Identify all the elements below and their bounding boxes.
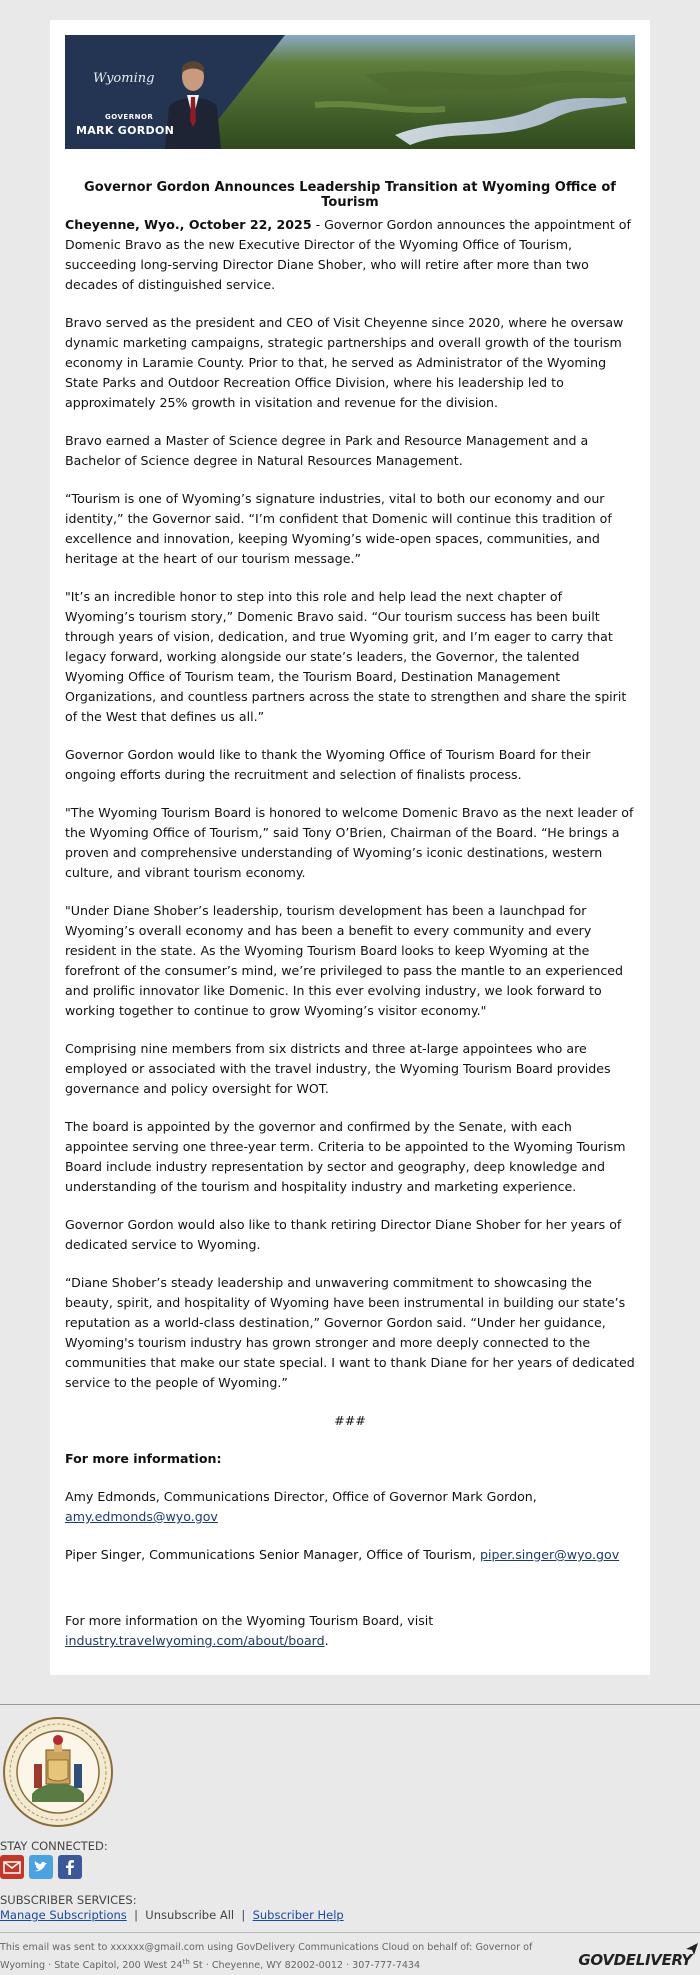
paragraph: “Diane Shober’s steady leadership and unwavering commitment to showcasing the beauty, spirit, and hospitality of Wyoming have been instrumental in building our state’s reputation as a world-class destination,” Governor Gordon said. “Under her guidance, Wyoming's tourism industry has grown stronger and more deeply connected to the communities that make our state special. I want to thank Diane for her years of dedicated service to the people of Wyoming.” (65, 1275, 635, 1390)
govdelivery-logo: GOVDELIVERY (578, 1951, 692, 1969)
end-mark: ### (334, 1413, 366, 1428)
press-release-headline: Governor Gordon Announces Leadership Transition at Wyoming Office of Tourism (84, 180, 616, 210)
board-link[interactable]: industry.travelwyoming.com/about/board (65, 1633, 325, 1648)
unsubscribe-all-text[interactable]: Unsubscribe All (145, 1908, 235, 1922)
subscriber-links: Manage Subscriptions | Unsubscribe All | Subscriber Help (0, 1908, 344, 1922)
email-share-icon[interactable] (0, 1855, 24, 1879)
governor-name: MARK GORDON (76, 124, 175, 137)
footer-notice: This email was sent to xxxxxx@gmail.com using GovDelivery Communications Cloud on behalf of: Governor of Wyoming · State Capitol, 200 West 24th St · Cheyenne, WY 82002-0012 · 307-777-7434 (0, 1942, 533, 1972)
paragraph: "Under Diane Shober’s leadership, tourism development has been a launchpad for Wyoming’s overall economy and has been a benefit to every community and every resident in the state. As the Wyoming Tourism Board looks to keep Wyoming at the forefront of the consumer’s mind, we’re privileged to pass the mantle to an experienced and prolific innovator like Domenic. In this ever evolving industry, we look forward to working together to continue to grow Wyoming’s visitor economy." (65, 903, 623, 1018)
manage-subscriptions-link[interactable]: Manage Subscriptions (0, 1908, 127, 1922)
paragraph: Comprising nine members from six districts and three at-large appointees who are employed or associated with the travel industry, the Wyoming Tourism Board provides governance and policy oversight for WOT. (65, 1041, 611, 1096)
social-links (0, 1855, 82, 1879)
paragraph: Bravo earned a Master of Science degree in Park and Resource Management and a Bachelor of Science degree in Natural Resources Management. (65, 433, 589, 468)
paragraph: Governor Gordon would also like to thank retiring Director Diane Shober for her years of dedicated service to Wyoming. (65, 1217, 622, 1252)
governor-label: GOVERNOR (105, 113, 154, 121)
paragraph: "The Wyoming Tourism Board is honored to welcome Domenic Bravo as the next leader of the Wyoming Office of Tourism,” said Tony O’Brien, Chairman of the Board. “He brings a proven and comprehensive understanding of Wyoming’s iconic destinations, western culture, and vibrant tourism economy. (65, 805, 634, 880)
board-info: For more information on the Wyoming Tourism Board, visit industry.travelwyoming.com/about/board. (65, 1613, 434, 1648)
facebook-icon[interactable] (58, 1855, 82, 1879)
wyoming-wordmark: Wyoming (93, 71, 155, 86)
footer-divider (0, 1704, 700, 1705)
stay-connected-label: STAY CONNECTED: (0, 1839, 108, 1853)
email-link-amy[interactable]: amy.edmonds@wyo.gov (65, 1509, 218, 1524)
wyoming-state-seal (2, 1716, 114, 1828)
paragraph: “Tourism is one of Wyoming’s signature industries, vital to both our economy and our identity,” the Governor said. “I’m confident that Domenic will continue this tradition of excellence and innovation, keeping Wyoming’s wide-open spaces, communities, and heritage at the heart of our tourism message.” (65, 491, 612, 566)
twitter-icon[interactable] (29, 1855, 53, 1879)
press-release-body (65, 215, 635, 1669)
dateline: Cheyenne, Wyo., October 22, 2025 (65, 217, 312, 232)
paragraph: The board is appointed by the governor and confirmed by the Senate, with each appointee serving one three-year term. Criteria to be appointed to the Wyoming Tourism Board include industry representation by sector and geography, deep knowledge and understanding of the tourism and hospitality industry and marketing experience. (65, 1119, 626, 1194)
contact-amy: Amy Edmonds, Communications Director, Office of Governor Mark Gordon, amy.edmonds@wyo.gov (65, 1489, 537, 1524)
email-link-piper[interactable]: piper.singer@wyo.gov (479, 1547, 620, 1562)
contacts-heading: For more information: (65, 1451, 222, 1466)
paragraph: Governor Gordon would like to thank the Wyoming Office of Tourism Board for their ongoing efforts during the recruitment and selection of finalists process. (65, 747, 591, 782)
governor-banner (65, 35, 635, 149)
subscriber-help-link[interactable]: Subscriber Help (252, 1908, 344, 1922)
footer-divider-2 (0, 1932, 700, 1933)
paragraph: Cheyenne, Wyo., October 22, 2025 - Governor Gordon announces the appointment of Domenic Bravo as the new Executive Director of the Wyoming Office of Tourism, succeeding long-serving Director Diane Shober, who will retire after more than two decades of distinguished service. (65, 217, 631, 292)
subscriber-services-label: SUBSCRIBER SERVICES: (0, 1893, 137, 1907)
paragraph: Bravo served as the president and CEO of Visit Cheyenne since 2020, where he oversaw dynamic marketing campaigns, strategic partnerships and overall growth of the tourism economy in Laramie County. Prior to that, he served as Administrator of the Wyoming State Parks and Outdoor Recreation Office Division, where his leadership led to approximately 25% growth in visitation and revenue for the division. (65, 315, 624, 410)
spacer (65, 1583, 635, 1611)
paragraph: "It’s an incredible honor to step into this role and help lead the next chapter of Wyoming’s tourism story,” Domenic Bravo said. “Our tourism success has been built through years of vision, dedication, and true Wyoming grit, and I’m eager to carry that legacy forward, working alongside our state’s leaders, the Governor, the talented Wyoming Office of Tourism team, the Tourism Board, Destination Management Organizations, and countless partners across the state to strengthen and share the spirit of the West that defines us all.” (65, 589, 627, 724)
contact-piper: Piper Singer, Communications Senior Manager, Office of Tourism, piper.singer@wyo.gov (65, 1547, 620, 1562)
email-card (50, 20, 650, 1675)
paper-plane-icon (686, 1943, 698, 1955)
